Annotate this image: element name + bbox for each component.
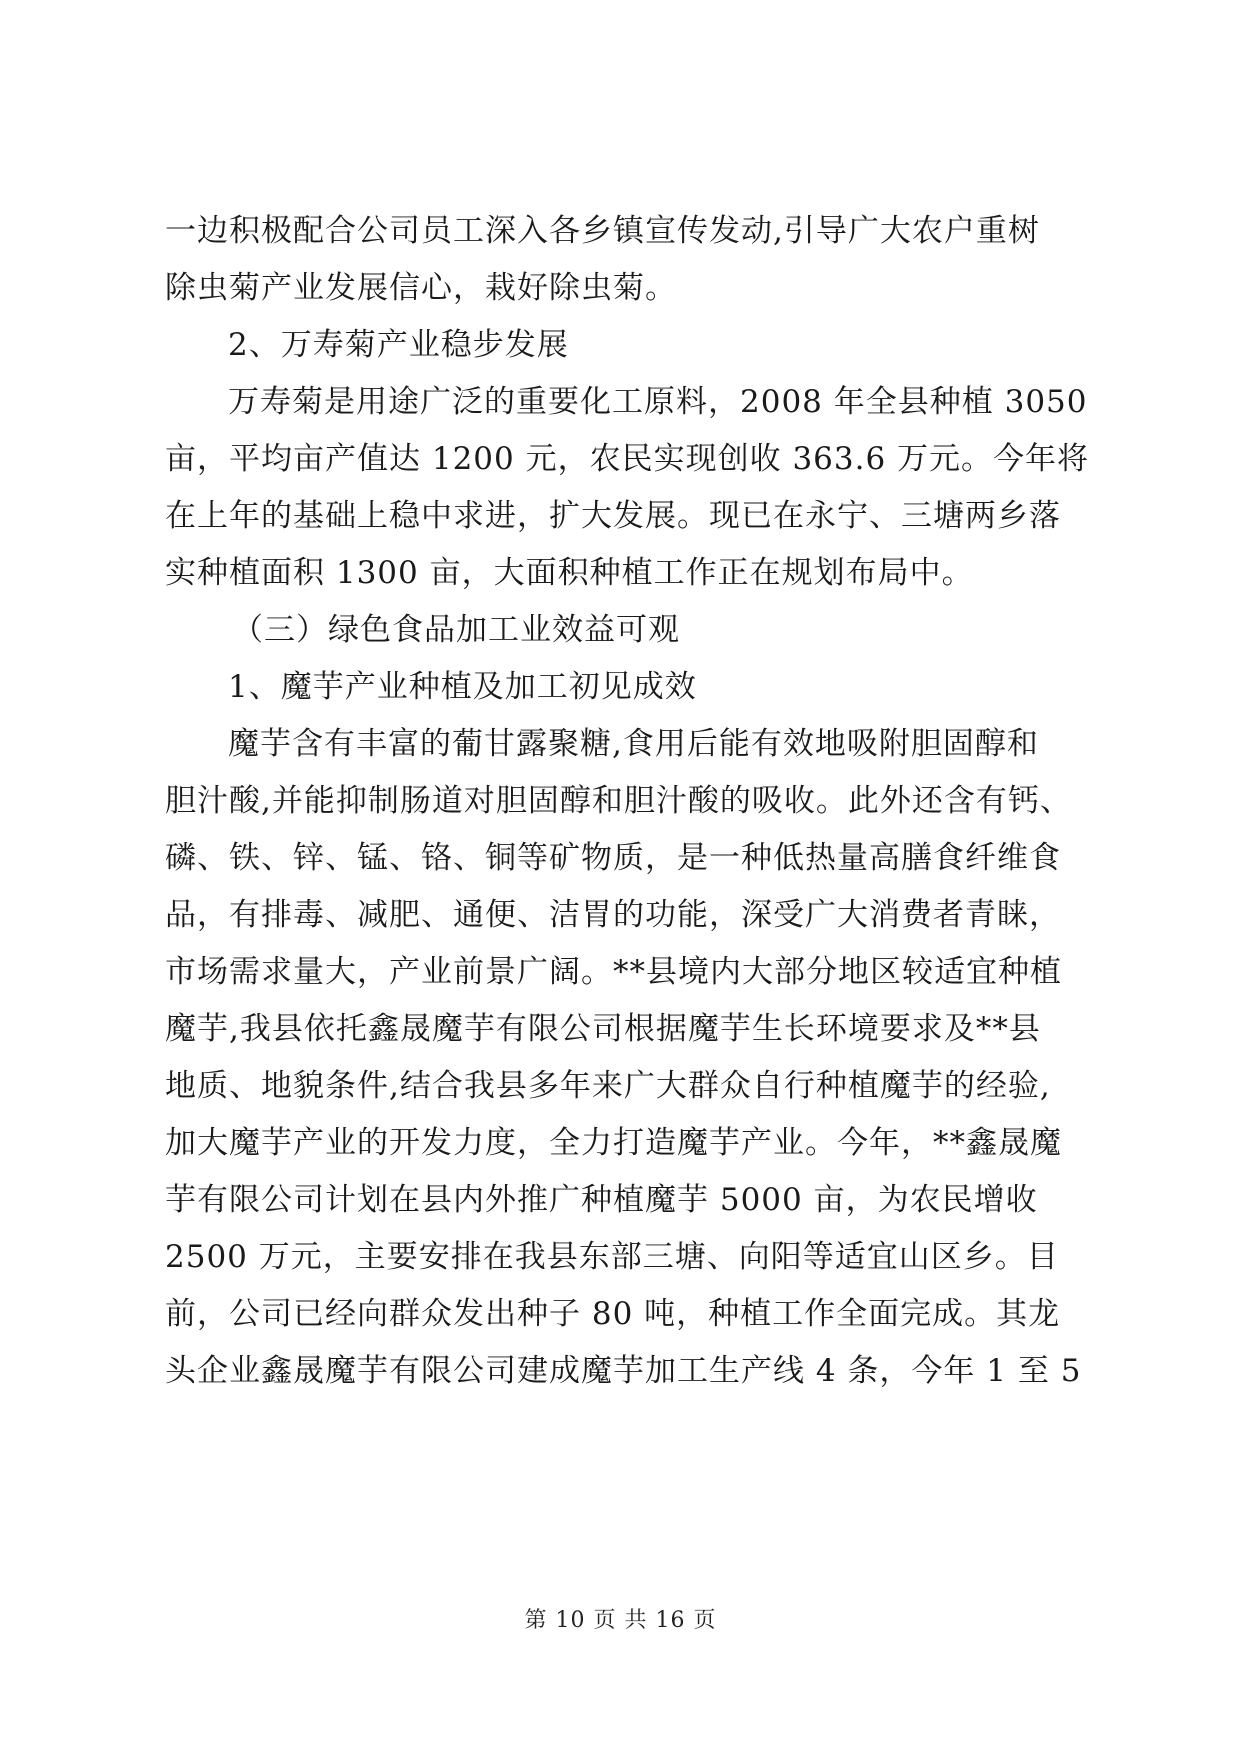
paragraph-line: 万寿菊是用途广泛的重要化工原料，2008 年全县种植 3050 [228,384,1088,420]
paragraph-line: 实种植面积 1300 亩，大面积种植工作正在规划布局中。 [165,555,974,591]
paragraph-line: 一边积极配合公司员工深入各乡镇宣传发动,引导广大农户重树 [165,213,1040,249]
paragraph-line: 品，有排毒、减肥、通便、洁胃的功能，深受广大消费者青睐， [165,897,1061,933]
paragraph-line: 胆汁酸,并能抑制肠道对胆固醇和胆汁酸的吸收。此外还含有钙、 [165,783,1072,819]
section-heading: 1、魔芋产业种植及加工初见成效 [228,669,697,705]
paragraph-line: 磷、铁、锌、锰、铬、铜等矿物质，是一种低热量高膳食纤维食 [165,840,1061,876]
paragraph-line: 地质、地貌条件,结合我县多年来广大群众自行种植魔芋的经验, [165,1068,1051,1104]
paragraph-line: 魔芋含有丰富的葡甘露聚糖,食用后能有效地吸附胆固醇和 [228,726,1039,762]
paragraph-line: 在上年的基础上稳中求进，扩大发展。现已在永宁、三塘两乡落 [165,498,1061,534]
paragraph-line: 头企业鑫晟魔芋有限公司建成魔芋加工生产线 4 条，今年 1 至 5 [165,1353,1082,1389]
paragraph-line: 市场需求量大，产业前景广阔。**县境内大部分地区较适宜种植 [165,954,1062,990]
paragraph-line: 2500 万元，主要安排在我县东部三塘、向阳等适宜山区乡。目 [165,1239,1059,1275]
paragraph-line: 魔芋,我县依托鑫晟魔芋有限公司根据魔芋生长环境要求及**县 [165,1011,1041,1047]
paragraph-line: 芋有限公司计划在县内外推广种植魔芋 5000 亩，为农民增收 [165,1182,1038,1218]
paragraph-line: 亩，平均亩产值达 1200 元，农民实现创收 363.6 万元。今年将 [165,441,1090,477]
page-number-footer: 第 10 页 共 16 页 [524,1608,717,1633]
paragraph-line: 前，公司已经向群众发出种子 80 吨，种植工作全面完成。其龙 [165,1296,1061,1332]
section-heading: （三）绿色食品加工业效益可观 [232,612,680,648]
section-heading: 2、万寿菊产业稳步发展 [228,327,569,363]
paragraph-line: 除虫菊产业发展信心，栽好除虫菊。 [165,270,677,306]
paragraph-line: 加大魔芋产业的开发力度，全力打造魔芋产业。今年，**鑫晟魔 [165,1125,1062,1161]
